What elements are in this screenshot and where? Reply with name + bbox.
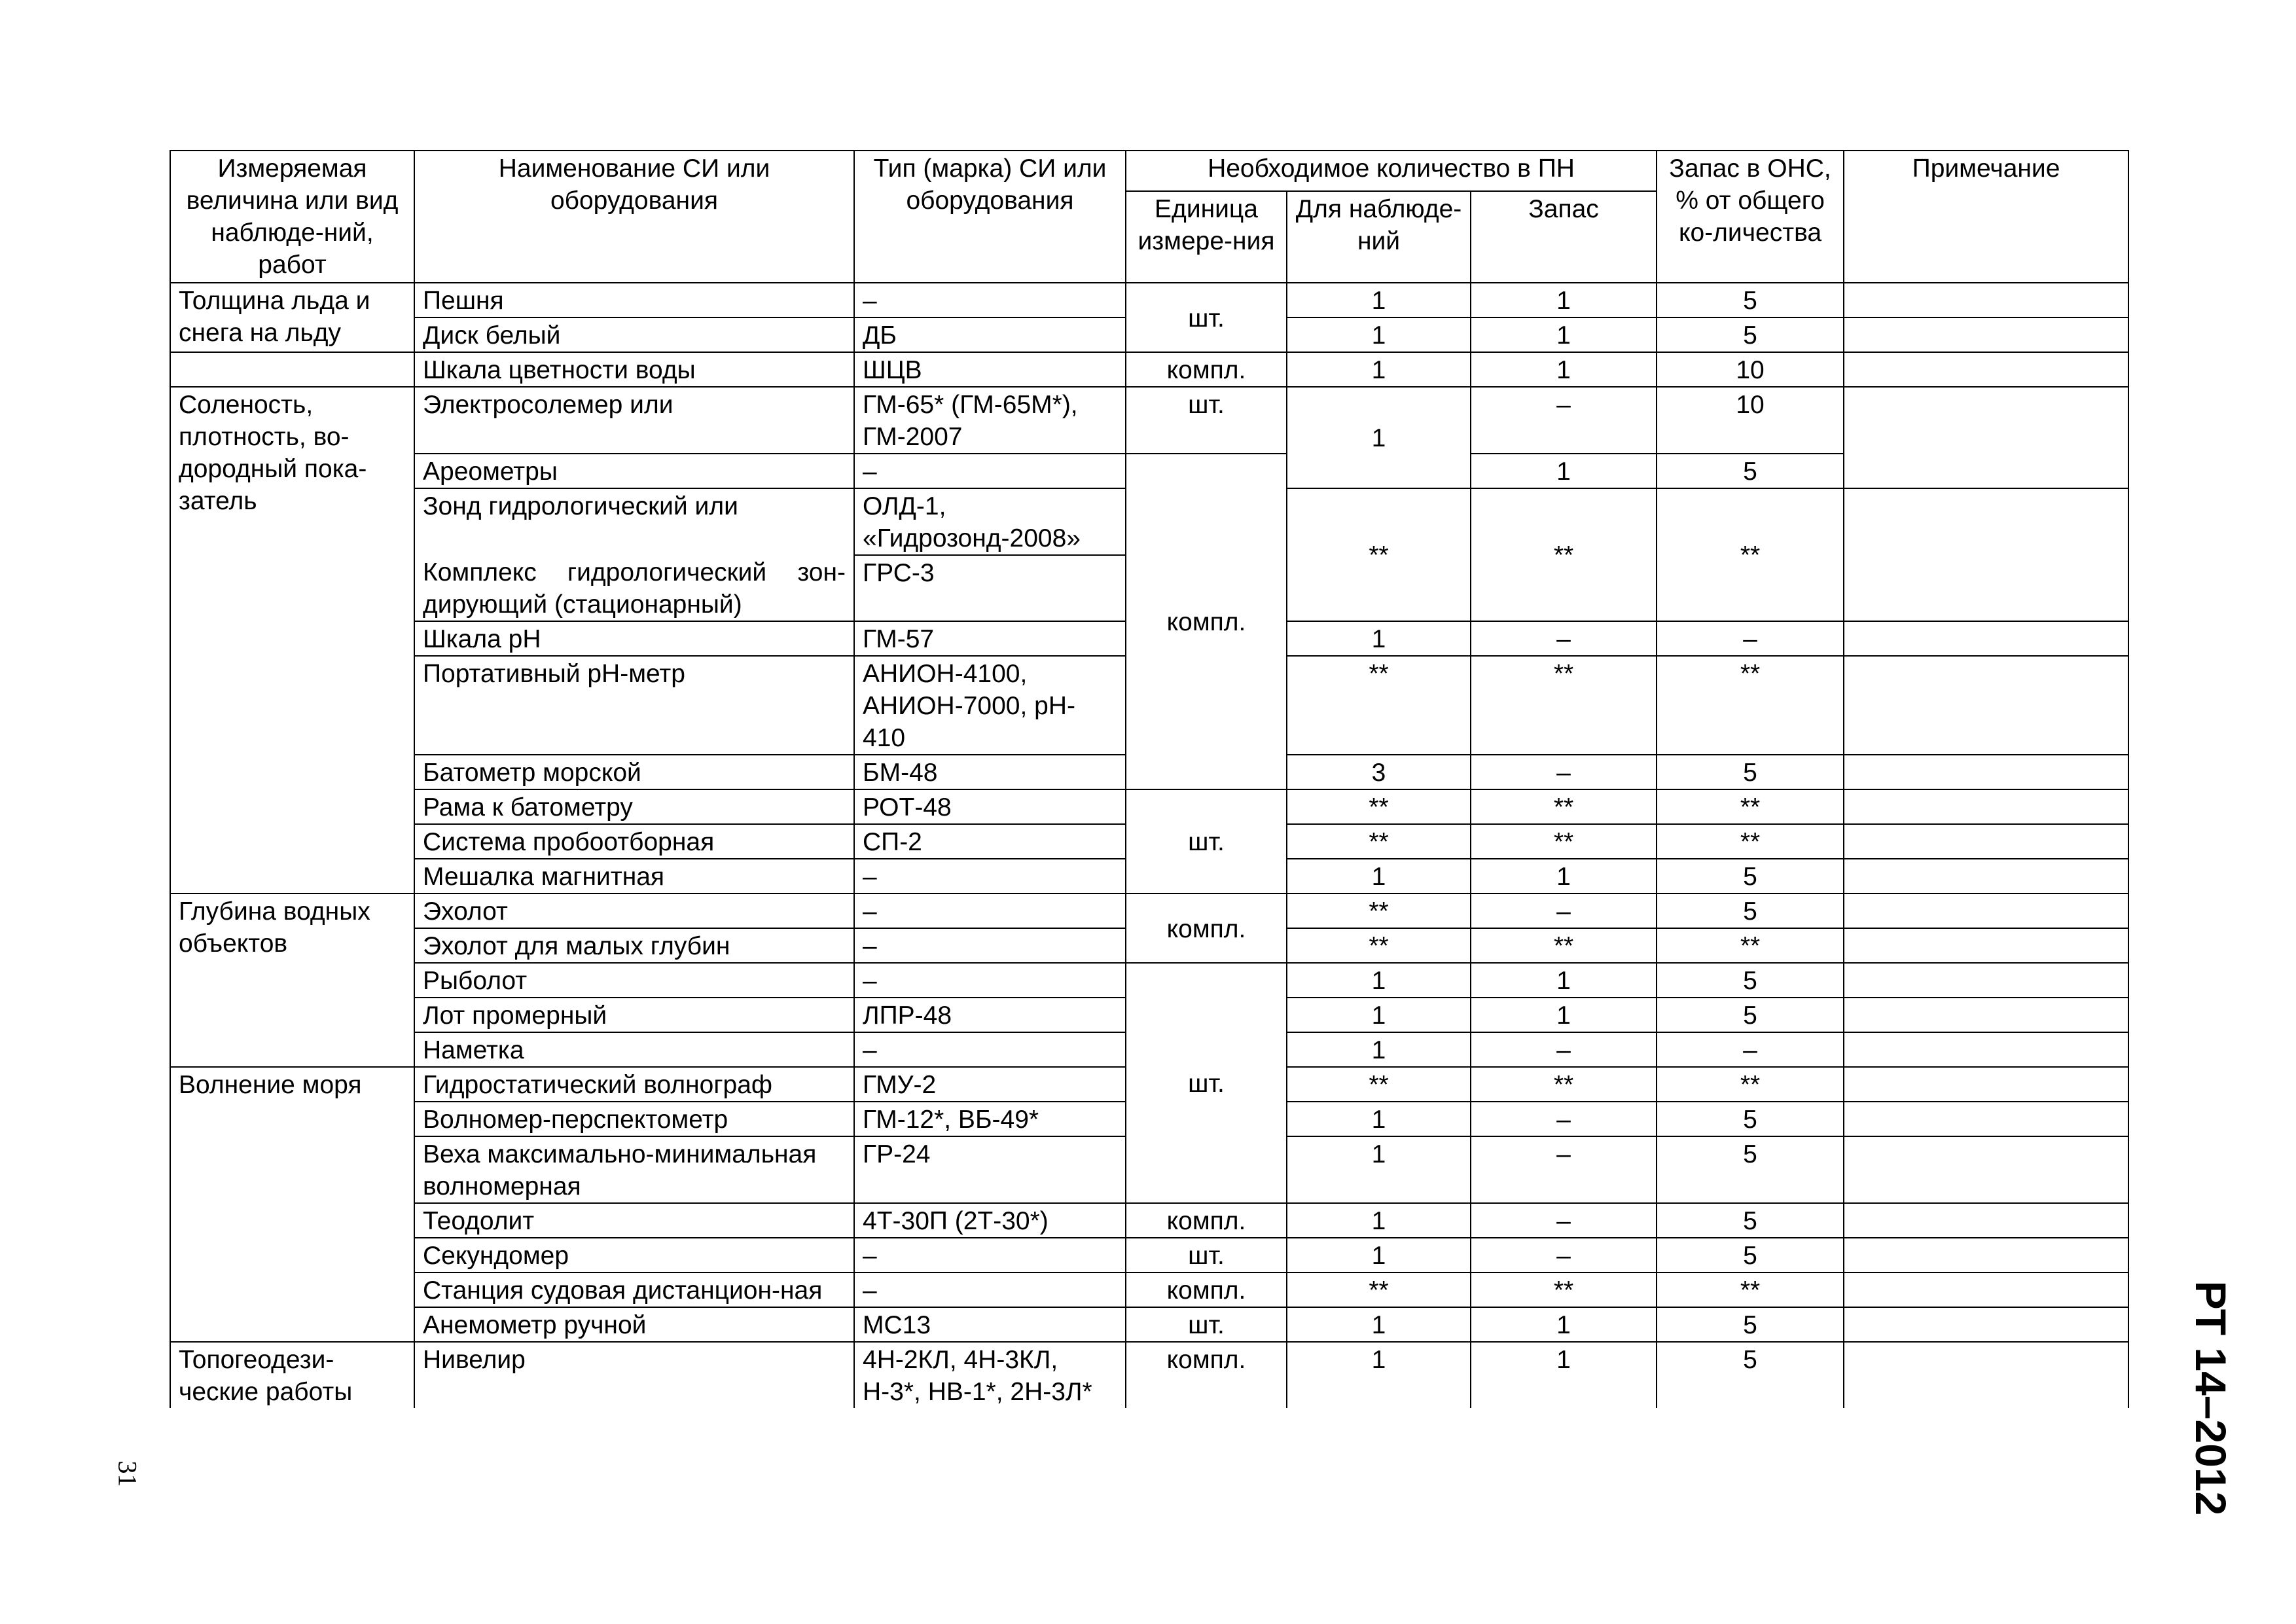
equipment-name-cell: Шкала цветности воды [414, 352, 854, 387]
reserve-count-cell: ** [1471, 928, 1657, 963]
equipment-name-cell: Зонд гидрологический или [414, 488, 854, 555]
equipment-name-cell: Нивелир [414, 1342, 854, 1408]
note-cell [1844, 1032, 2128, 1067]
table-row [170, 1272, 2128, 1307]
equipment-name-cell: Мешалка магнитная [414, 859, 854, 893]
reserve-count-cell: – [1471, 387, 1657, 454]
note-cell [1844, 283, 2128, 317]
reserve-count-cell: – [1471, 1136, 1657, 1203]
equipment-type-cell: СП-2 [854, 824, 1126, 859]
reserve-count-cell: 1 [1471, 352, 1657, 387]
equipment-type-cell: – [854, 963, 1126, 998]
equipment-name-cell: Рама к батометру [414, 789, 854, 824]
reserve-count-cell: – [1471, 621, 1657, 656]
header-equipment-name: Наименование СИ или оборудования [414, 151, 854, 283]
table-row [170, 454, 2128, 488]
ons-cell: 5 [1657, 963, 1844, 998]
table-row [170, 1307, 2128, 1342]
note-cell [1844, 1136, 2128, 1203]
note-cell [1844, 859, 2128, 893]
unit-cell: компл. [1126, 1203, 1287, 1238]
unit-cell: шт. [1126, 283, 1287, 352]
ons-cell: – [1657, 621, 1844, 656]
equipment-type-cell: – [854, 1032, 1126, 1067]
note-cell [1844, 1272, 2128, 1307]
obs-count-cell: 3 [1287, 755, 1471, 789]
unit-cell: шт. [1126, 1307, 1287, 1342]
reserve-count-cell: 1 [1471, 317, 1657, 352]
equipment-type-cell: 4Т-30П (2Т-30*) [854, 1203, 1126, 1238]
reserve-count-cell: – [1471, 893, 1657, 928]
reserve-count-cell: – [1471, 755, 1657, 789]
ons-cell: ** [1657, 488, 1844, 621]
equipment-type-cell: РОТ-48 [854, 789, 1126, 824]
note-cell [1844, 352, 2128, 387]
table-row [170, 283, 2128, 317]
equipment-name-cell: Секундомер [414, 1238, 854, 1272]
equipment-type-cell: ДБ [854, 317, 1126, 352]
quantity-cell: Толщина льда и снега на льду [170, 283, 414, 352]
ons-cell: 5 [1657, 1203, 1844, 1238]
note-cell [1844, 928, 2128, 963]
reserve-count-cell: – [1471, 1102, 1657, 1136]
unit-cell: шт. [1126, 963, 1287, 1203]
ons-cell: ** [1657, 928, 1844, 963]
unit-cell: шт. [1126, 387, 1287, 454]
note-cell [1844, 789, 2128, 824]
quantity-cell: Соленость, плотность, во-дородный пока-затель [170, 387, 414, 893]
ons-cell: 5 [1657, 283, 1844, 317]
reserve-count-cell: ** [1471, 488, 1657, 621]
equipment-name-cell: Электросолемер или [414, 387, 854, 454]
header-unit: Единица измере-ния [1126, 191, 1287, 283]
header-for-observations: Для наблюде-ний [1287, 191, 1471, 283]
equipment-type-cell: – [854, 454, 1126, 488]
obs-count-cell: ** [1287, 928, 1471, 963]
reserve-count-cell: 1 [1471, 1307, 1657, 1342]
quantity-cell: Волнение моря [170, 1067, 414, 1342]
header-ons-reserve: Запас в ОНС, % от общего ко-личества [1657, 151, 1844, 283]
note-cell [1844, 963, 2128, 998]
header-quantity: Измеряемая величина или вид наблюде-ний, работ [170, 151, 414, 283]
obs-count-cell: 1 [1287, 1238, 1471, 1272]
unit-cell: компл. [1126, 454, 1287, 789]
note-cell [1844, 1203, 2128, 1238]
reserve-count-cell: ** [1471, 1272, 1657, 1307]
ons-cell: 5 [1657, 454, 1844, 488]
equipment-name-cell: Анемометр ручной [414, 1307, 854, 1342]
equipment-type-cell: – [854, 859, 1126, 893]
equipment-name-cell: Лот промерный [414, 998, 854, 1032]
reserve-count-cell: ** [1471, 656, 1657, 755]
obs-count-cell: 1 [1287, 621, 1471, 656]
equipment-type-cell: – [854, 893, 1126, 928]
equipment-name-cell: Эхолот [414, 893, 854, 928]
obs-count-cell: ** [1287, 488, 1471, 621]
equipment-type-cell: АНИОН-4100, АНИОН-7000, pH-410 [854, 656, 1126, 755]
equipment-type-cell: ШЦВ [854, 352, 1126, 387]
note-cell [1844, 488, 2128, 621]
header-note: Примечание [1844, 151, 2128, 283]
equipment-name-cell: Система пробоотборная [414, 824, 854, 859]
ons-cell: 5 [1657, 1136, 1844, 1203]
obs-count-cell: ** [1287, 893, 1471, 928]
ons-cell: 5 [1657, 859, 1844, 893]
equipment-type-cell: ОЛД-1, «Гидрозонд-2008» [854, 488, 1126, 555]
obs-count-cell: 1 [1287, 352, 1471, 387]
table-row [170, 352, 2128, 387]
unit-cell: компл. [1126, 1342, 1287, 1408]
header-equipment-type: Тип (марка) СИ или оборудования [854, 151, 1126, 283]
equipment-name-cell: Веха максимально-минимальная волномерная [414, 1136, 854, 1203]
equipment-type-cell: ГРС-3 [854, 555, 1126, 621]
ons-cell: – [1657, 1032, 1844, 1067]
table-row [170, 1238, 2128, 1272]
ons-cell: 10 [1657, 352, 1844, 387]
note-cell [1844, 824, 2128, 859]
ons-cell: ** [1657, 1067, 1844, 1102]
reserve-count-cell: ** [1471, 789, 1657, 824]
reserve-count-cell: ** [1471, 824, 1657, 859]
ons-cell: 5 [1657, 998, 1844, 1032]
reserve-count-cell: 1 [1471, 963, 1657, 998]
equipment-name-cell: Рыболот [414, 963, 854, 998]
equipment-name-cell: Волномер-перспектометр [414, 1102, 854, 1136]
unit-cell: компл. [1126, 893, 1287, 963]
obs-count-cell: ** [1287, 824, 1471, 859]
quantity-cell: Глубина водных объектов [170, 893, 414, 1067]
reserve-count-cell: – [1471, 1238, 1657, 1272]
obs-count-cell: 1 [1287, 283, 1471, 317]
ons-cell: 5 [1657, 755, 1844, 789]
equipment-type-cell: – [854, 928, 1126, 963]
table-row [170, 963, 2128, 998]
equipment-name-cell: Наметка [414, 1032, 854, 1067]
obs-count-cell: 1 [1287, 1203, 1471, 1238]
unit-cell: компл. [1126, 1272, 1287, 1307]
ons-cell: 10 [1657, 387, 1844, 454]
note-cell [1844, 1342, 2128, 1408]
note-cell [1844, 621, 2128, 656]
ons-cell: 5 [1657, 1102, 1844, 1136]
table-row [170, 789, 2128, 824]
equipment-type-cell: ЛПР-48 [854, 998, 1126, 1032]
obs-count-cell: 1 [1287, 387, 1471, 488]
document-code: РТ 14–2012 [2187, 1280, 2235, 1516]
equipment-type-cell: – [854, 1238, 1126, 1272]
obs-count-cell: 1 [1287, 859, 1471, 893]
note-cell [1844, 1307, 2128, 1342]
reserve-count-cell: 1 [1471, 998, 1657, 1032]
equipment-name-cell: Батометр морской [414, 755, 854, 789]
obs-count-cell: 1 [1287, 1032, 1471, 1067]
obs-count-cell: 1 [1287, 1307, 1471, 1342]
equipment-name-cell: Диск белый [414, 317, 854, 352]
note-cell [1844, 1067, 2128, 1102]
equipment-name-cell: Станция судовая дистанцион-ная [414, 1272, 854, 1307]
unit-cell: компл. [1126, 352, 1287, 387]
reserve-count-cell: ** [1471, 1067, 1657, 1102]
equipment-type-cell: – [854, 283, 1126, 317]
note-cell [1844, 755, 2128, 789]
reserve-count-cell: – [1471, 1203, 1657, 1238]
equipment-name-cell: Пешня [414, 283, 854, 317]
ons-cell: 5 [1657, 893, 1844, 928]
equipment-name-cell: Шкала pH [414, 621, 854, 656]
table-row [170, 893, 2128, 928]
equipment-type-cell: ГМ-65* (ГМ-65М*), ГМ-2007 [854, 387, 1126, 454]
note-cell [1844, 1102, 2128, 1136]
equipment-type-cell: МС13 [854, 1307, 1126, 1342]
ons-cell: ** [1657, 656, 1844, 755]
equipment-type-cell: БМ-48 [854, 755, 1126, 789]
obs-count-cell: ** [1287, 1067, 1471, 1102]
reserve-count-cell: 1 [1471, 283, 1657, 317]
reserve-count-cell: – [1471, 1032, 1657, 1067]
quantity-cell-continued [170, 352, 414, 387]
reserve-count-cell: 1 [1471, 859, 1657, 893]
ons-cell: 5 [1657, 1342, 1844, 1408]
ons-cell: 5 [1657, 1238, 1844, 1272]
equipment-name-cell: Портативный pH-метр [414, 656, 854, 755]
quantity-cell: Топогеодези-ческие работы [170, 1342, 414, 1408]
header-reserve: Запас [1471, 191, 1657, 283]
equipment-name-cell: Гидростатический волнограф [414, 1067, 854, 1102]
obs-count-cell: ** [1287, 1272, 1471, 1307]
obs-count-cell: ** [1287, 656, 1471, 755]
equipment-type-cell: 4Н-2КЛ, 4Н-3КЛ, Н-3*, НВ-1*, 2Н-3Л* [854, 1342, 1126, 1408]
equipment-name-cell: Эхолот для малых глубин [414, 928, 854, 963]
note-cell [1844, 893, 2128, 928]
equipment-name-cell: Теодолит [414, 1203, 854, 1238]
note-cell [1844, 387, 2128, 488]
obs-count-cell: 1 [1287, 963, 1471, 998]
ons-cell: ** [1657, 1272, 1844, 1307]
obs-count-cell: 1 [1287, 1102, 1471, 1136]
ons-cell: ** [1657, 789, 1844, 824]
unit-cell: шт. [1126, 789, 1287, 893]
header-required-quantity: Необходимое количество в ПН [1126, 151, 1657, 191]
unit-cell: шт. [1126, 1238, 1287, 1272]
page-number: 31 [113, 1460, 143, 1487]
obs-count-cell: ** [1287, 789, 1471, 824]
table-row [170, 1342, 2128, 1408]
reserve-count-cell: 1 [1471, 1342, 1657, 1408]
equipment-type-cell: – [854, 1272, 1126, 1307]
obs-count-cell: 1 [1287, 1342, 1471, 1408]
equipment-name-cell: Комплекс гидрологический зон-дирующий (стационарный) [414, 555, 854, 621]
note-cell [1844, 317, 2128, 352]
note-cell [1844, 998, 2128, 1032]
note-cell [1844, 656, 2128, 755]
table-row [170, 1203, 2128, 1238]
table-row [170, 387, 2128, 454]
equipment-type-cell: ГМ-57 [854, 621, 1126, 656]
ons-cell: ** [1657, 824, 1844, 859]
ons-cell: 5 [1657, 317, 1844, 352]
equipment-type-cell: ГР-24 [854, 1136, 1126, 1203]
obs-count-cell: 1 [1287, 317, 1471, 352]
obs-count-cell: 1 [1287, 998, 1471, 1032]
equipment-table [170, 150, 2129, 1408]
obs-count-cell: 1 [1287, 1136, 1471, 1203]
ons-cell: 5 [1657, 1307, 1844, 1342]
reserve-count-cell: 1 [1471, 454, 1657, 488]
equipment-name-cell: Ареометры [414, 454, 854, 488]
note-cell [1844, 1238, 2128, 1272]
equipment-type-cell: ГМ-12*, ВБ-49* [854, 1102, 1126, 1136]
equipment-type-cell: ГМУ-2 [854, 1067, 1126, 1102]
